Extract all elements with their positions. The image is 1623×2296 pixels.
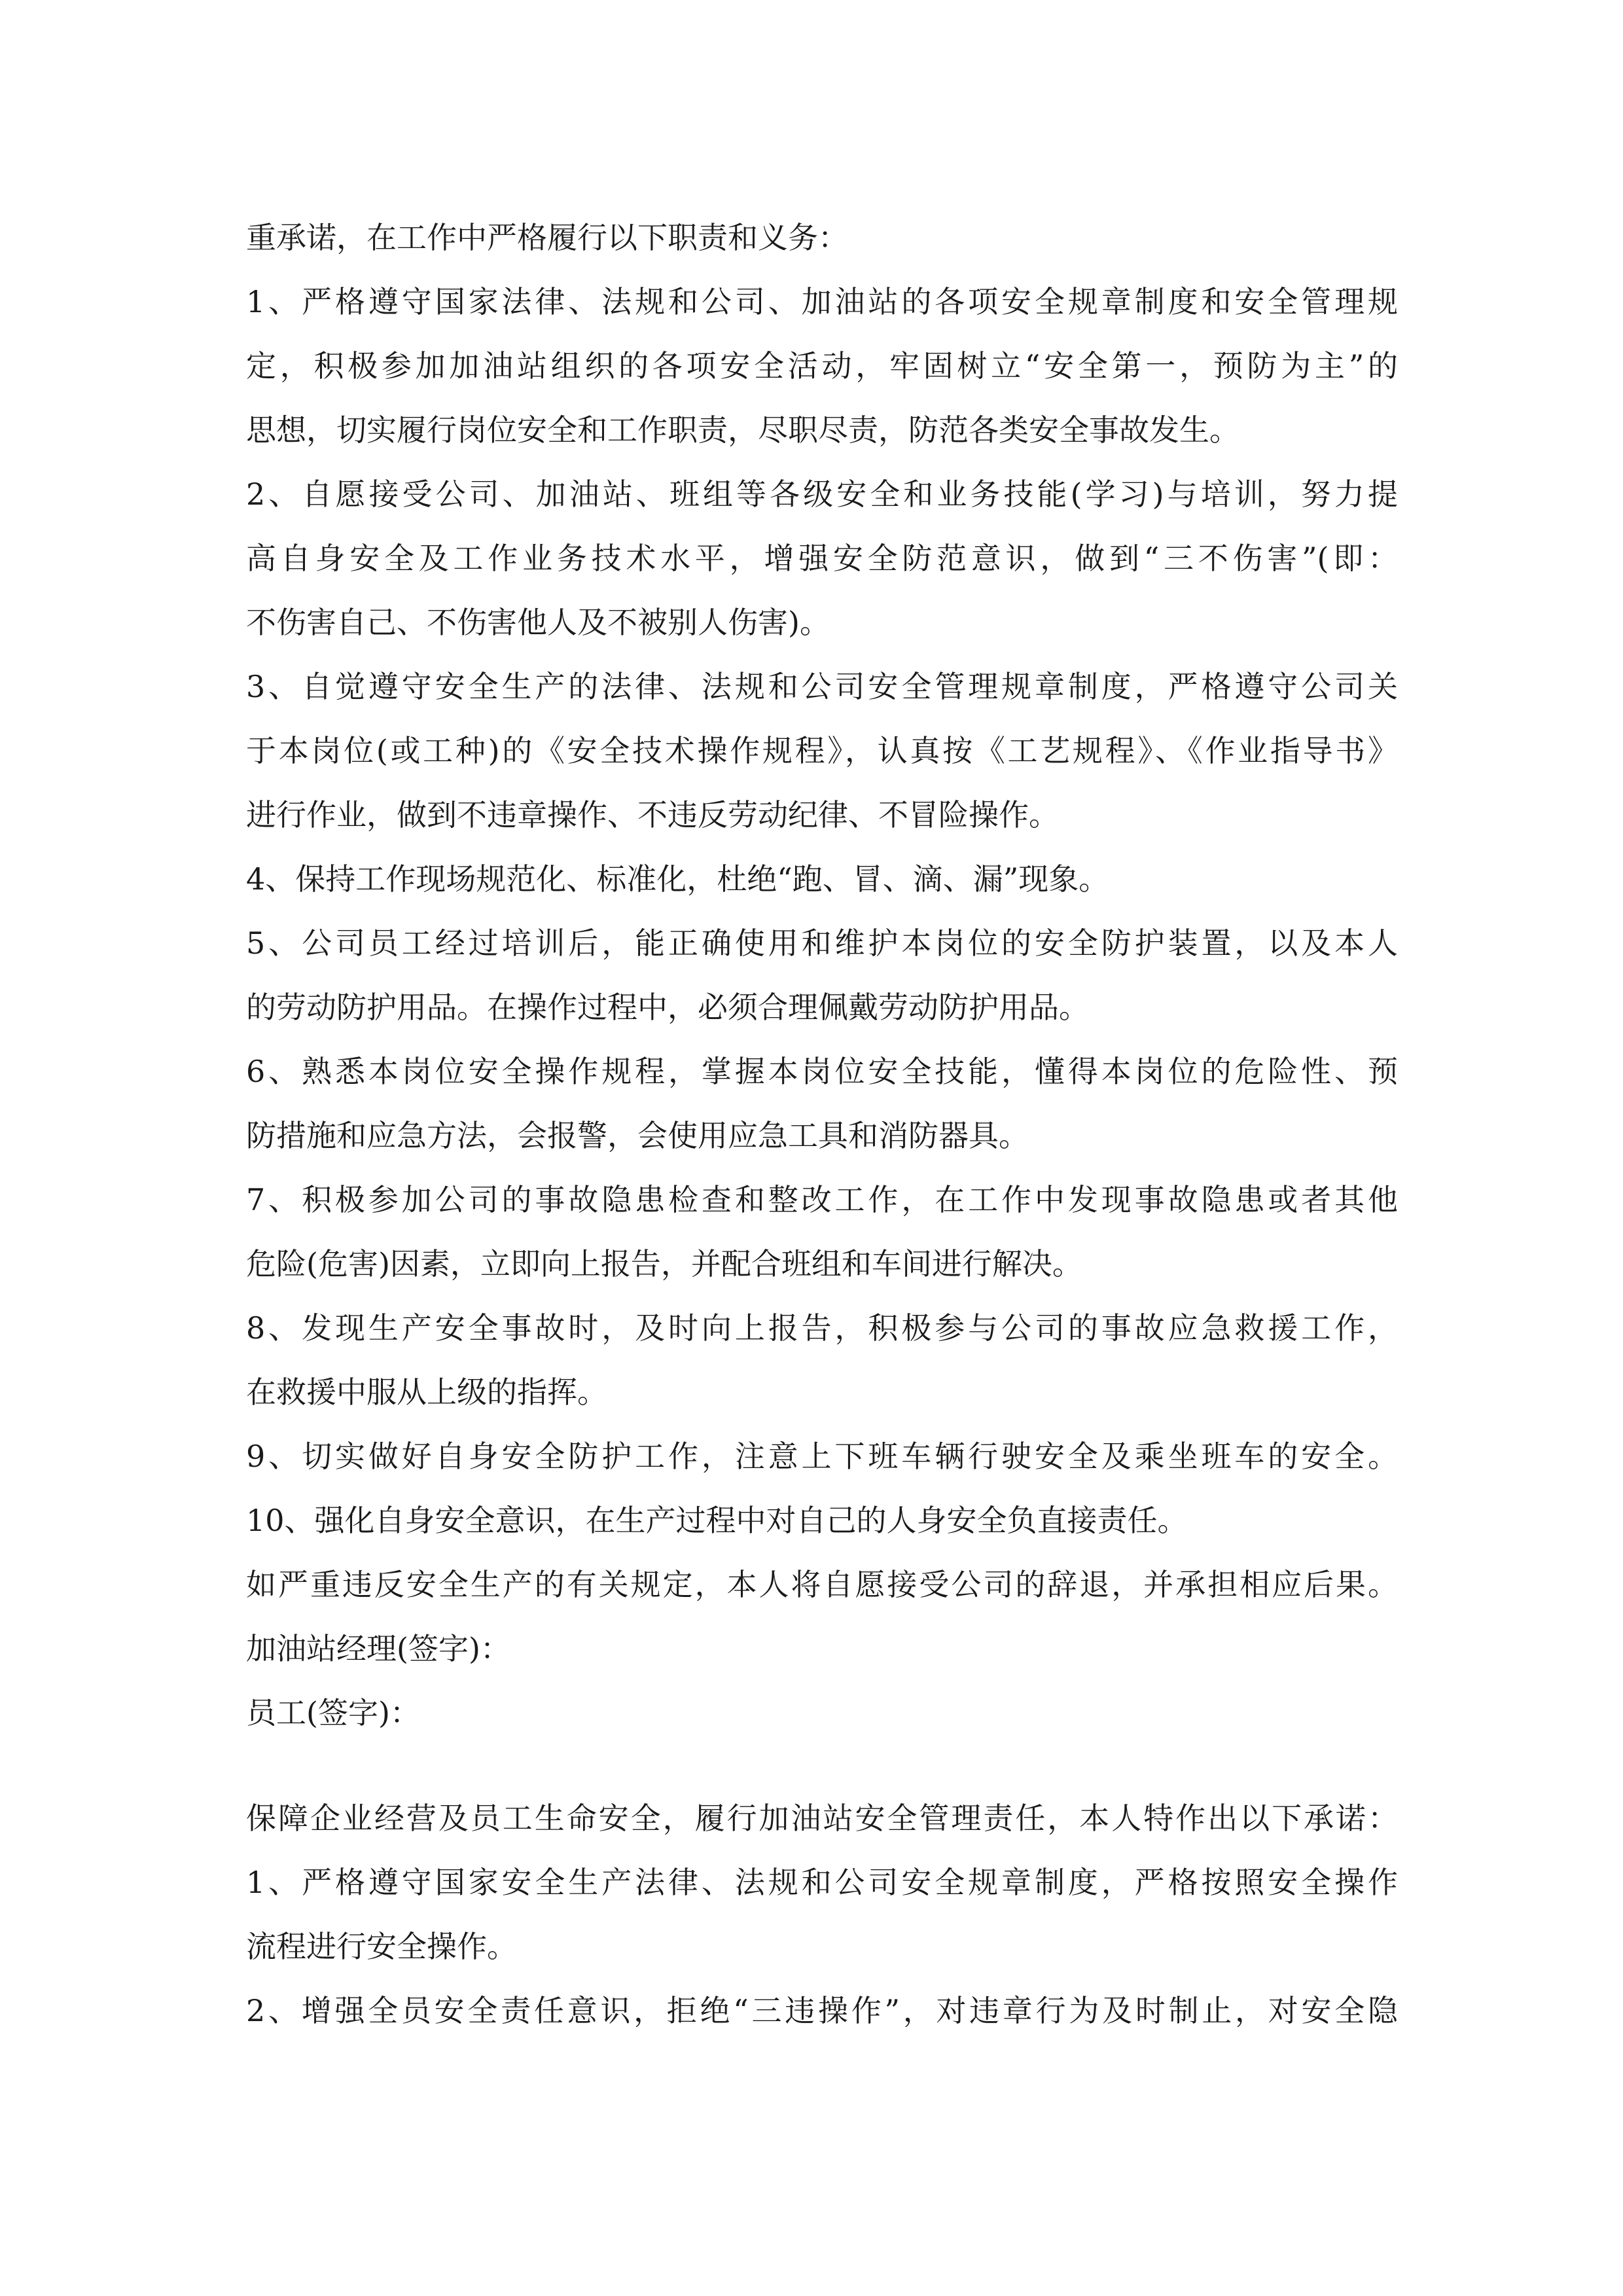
paragraph-line: 如严重违反安全生产的有关规定，本人将自愿接受公司的辞退，并承担相应后果。 [246, 1567, 1398, 1602]
paragraph-line: 5、公司员工经过培训后，能正确使用和维护本岗位的安全防护装置，以及本人 [246, 925, 1398, 961]
paragraph-line: 进行作业，做到不违章操作、不违反劳动纪律、不冒险操作。 [246, 797, 1059, 833]
paragraph-line: 高自身安全及工作业务技术水平，增强安全防范意识，做到“三不伤害”(即： [246, 541, 1398, 576]
paragraph-line: 的劳动防护用品。在操作过程中，必须合理佩戴劳动防护用品。 [246, 990, 1089, 1025]
paragraph-line: 重承诺，在工作中严格履行以下职责和义务： [246, 220, 848, 255]
paragraph-line: 6、熟悉本岗位安全操作规程，掌握本岗位安全技能，懂得本岗位的危险性、预 [246, 1054, 1398, 1089]
paragraph-line: 在救援中服从上级的指挥。 [246, 1374, 607, 1410]
paragraph-line: 7、积极参加公司的事故隐患检查和整改工作，在工作中发现事故隐患或者其他 [246, 1182, 1398, 1217]
paragraph-line: 防措施和应急方法，会报警，会使用应急工具和消防器具。 [246, 1118, 1029, 1153]
paragraph-line: 不伤害自己、不伤害他人及不被别人伤害)。 [246, 605, 830, 640]
signature-line-manager: 加油站经理(签字)： [246, 1631, 510, 1666]
paragraph-line: 10、强化自身安全意识，在生产过程中对自己的人身安全负直接责任。 [246, 1503, 1188, 1538]
paragraph-line: 4、保持工作现场规范化、标准化，杜绝“跑、冒、滴、漏”现象。 [246, 861, 1109, 897]
paragraph-line: 1、严格遵守国家安全生产法律、法规和公司安全规章制度，严格按照安全操作 [246, 1865, 1398, 1900]
commitment-section-station [246, 1786, 1398, 2043]
paragraph-line: 1、严格遵守国家法律、法规和公司、加油站的各项安全规章制度和安全管理规 [246, 284, 1398, 319]
commitment-section-employee [246, 206, 1398, 1745]
paragraph-line: 9、切实做好自身安全防护工作，注意上下班车辆行驶安全及乘坐班车的安全。 [246, 1439, 1398, 1474]
paragraph-line: 危险(危害)因素，立即向上报告，并配合班组和车间进行解决。 [246, 1246, 1082, 1282]
paragraph-line: 3、自觉遵守安全生产的法律、法规和公司安全管理规章制度，严格遵守公司关 [246, 669, 1398, 704]
paragraph-line: 2、增强全员安全责任意识，拒绝“三违操作”，对违章行为及时制止，对安全隐 [246, 1993, 1398, 2028]
paragraph-line: 8、发现生产安全事故时，及时向上报告，积极参与公司的事故应急救援工作， [246, 1310, 1398, 1346]
paragraph-line: 思想，切实履行岗位安全和工作职责，尽职尽责，防范各类安全事故发生。 [246, 412, 1240, 448]
paragraph-line: 保障企业经营及员工生命安全，履行加油站安全管理责任，本人特作出以下承诺： [246, 1801, 1398, 1836]
paragraph-line: 2、自愿接受公司、加油站、班组等各级安全和业务技能(学习)与培训，努力提 [246, 476, 1398, 512]
paragraph-line: 流程进行安全操作。 [246, 1929, 517, 1964]
signature-line-employee: 员工(签字)： [246, 1695, 420, 1731]
paragraph-line: 于本岗位(或工种)的《安全技术操作规程》，认真按《工艺规程》、《作业指导书》 [246, 733, 1398, 768]
paragraph-line: 定，积极参加加油站组织的各项安全活动，牢固树立“安全第一，预防为主”的 [246, 348, 1398, 384]
